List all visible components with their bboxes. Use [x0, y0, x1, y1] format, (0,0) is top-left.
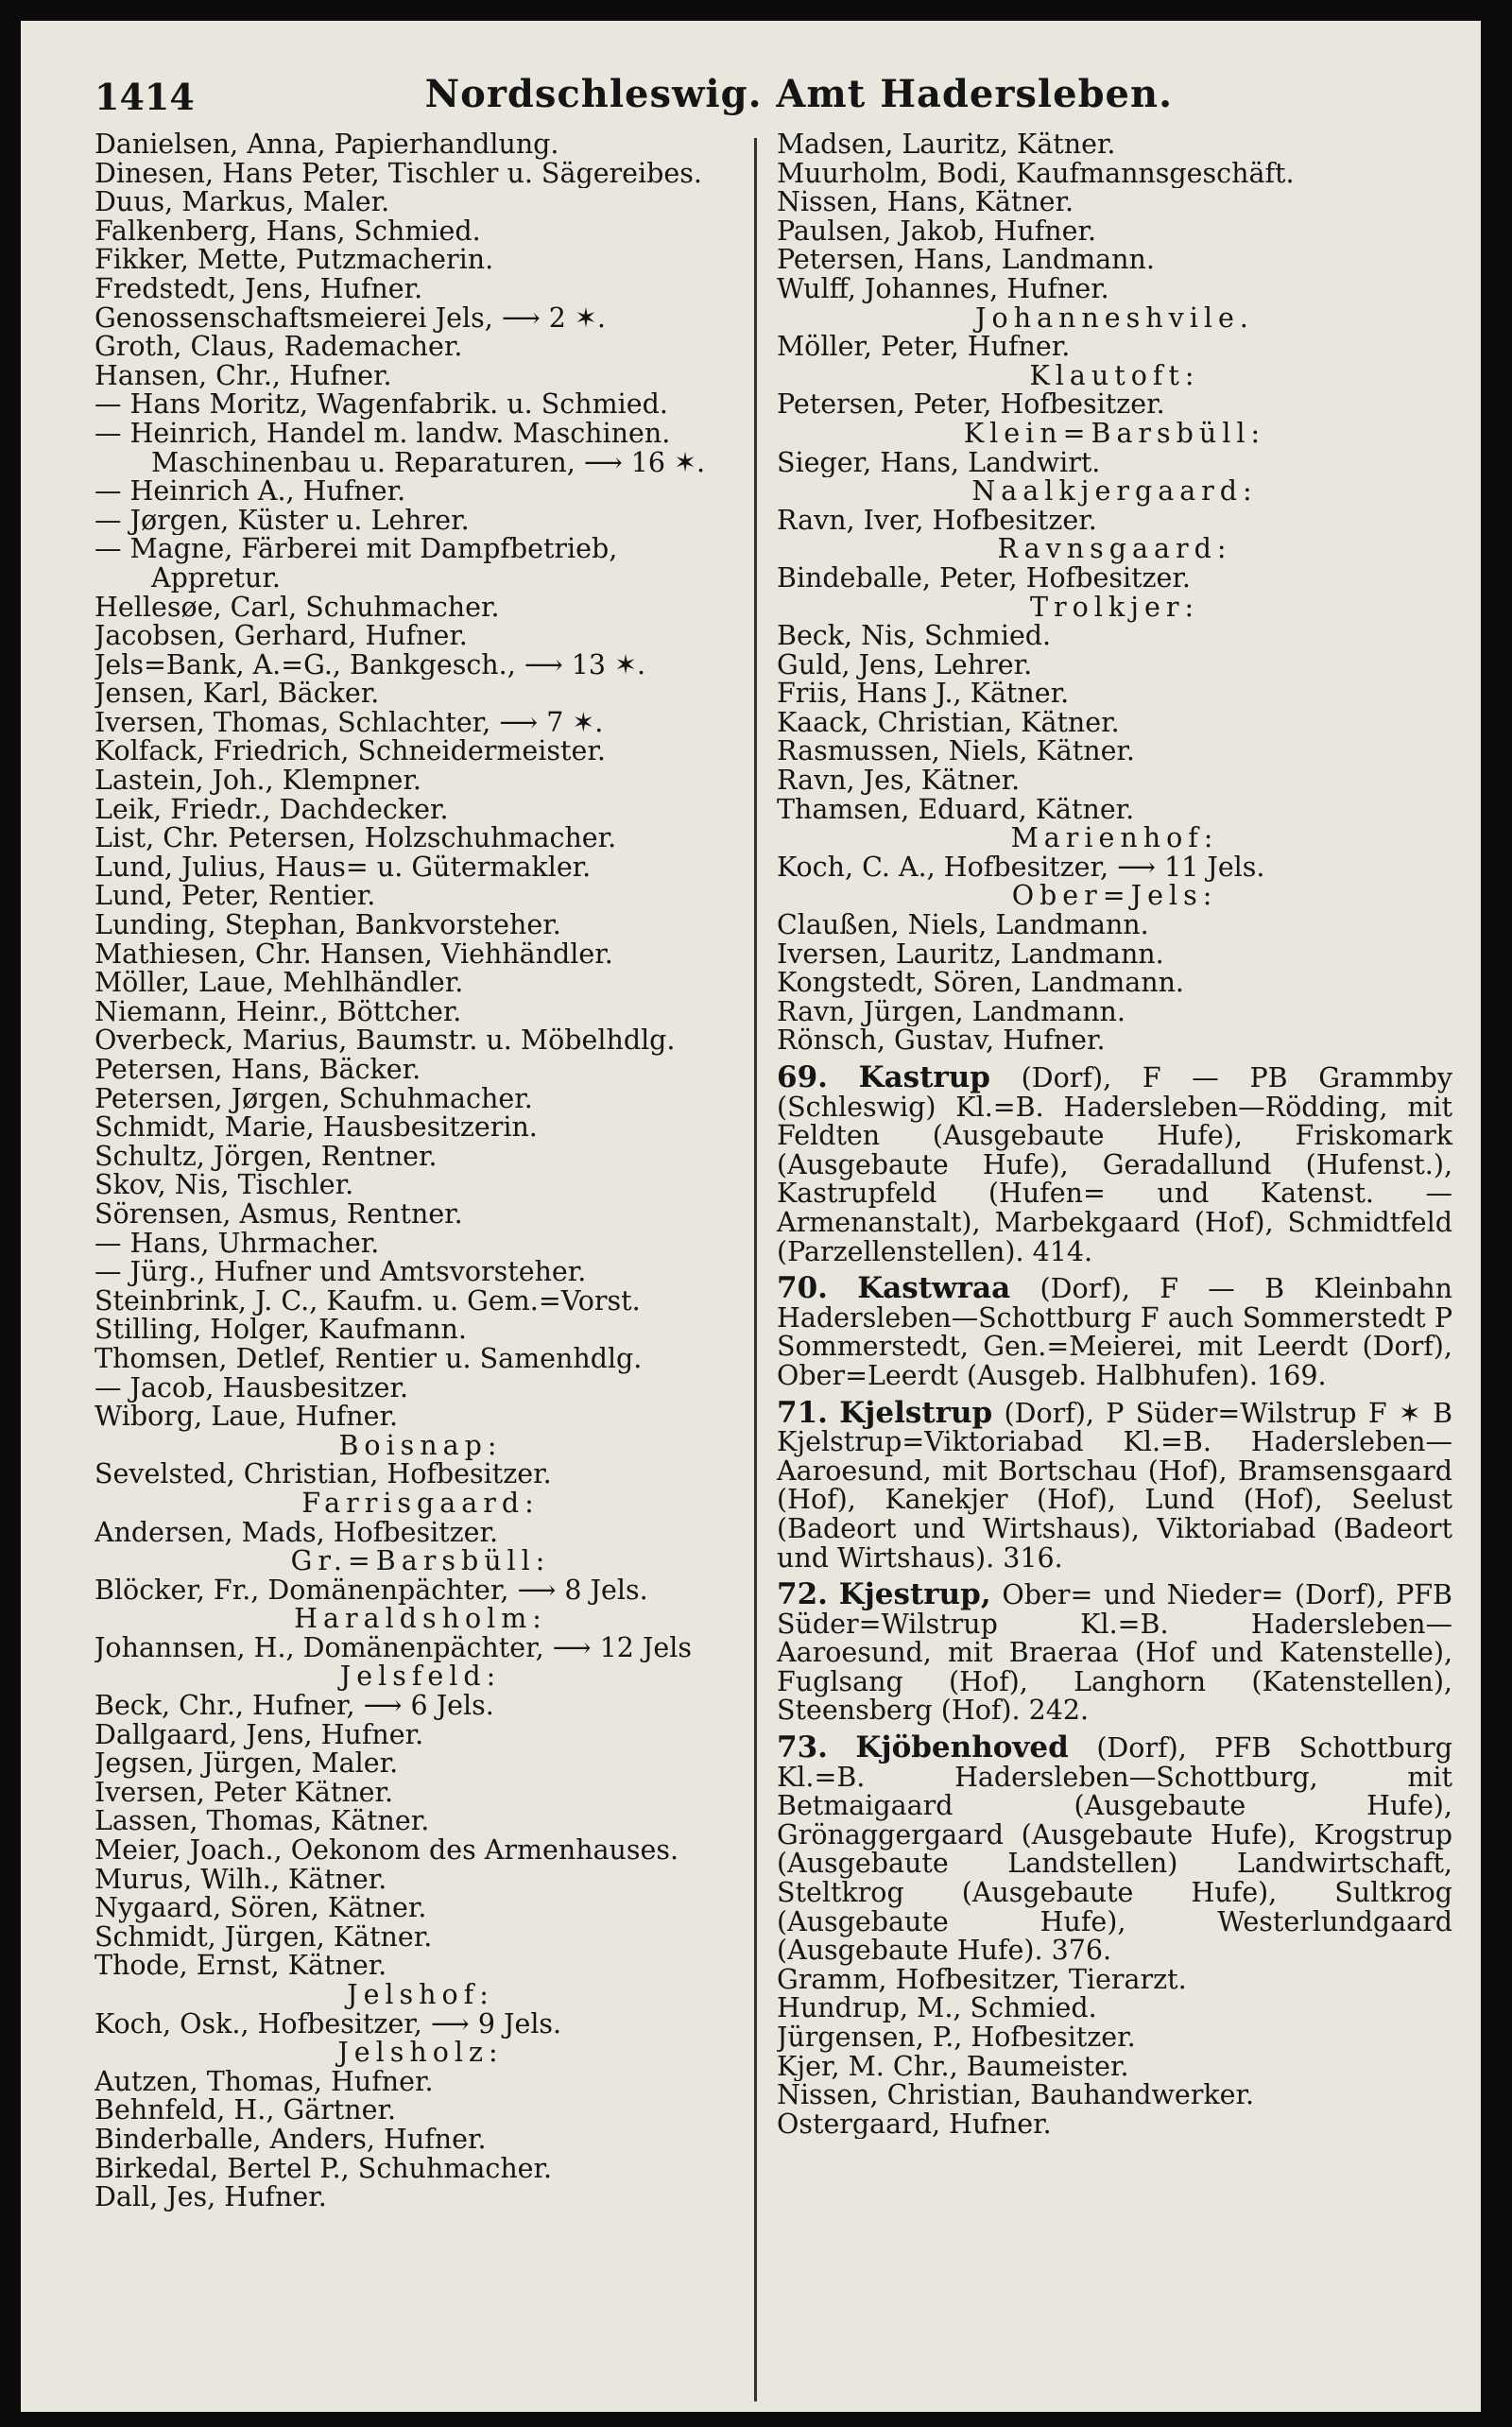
locality-heading: Klein=Barsbüll: [963, 417, 1266, 449]
municipality-description: Ober= und Nieder= (Dorf), PFB Süder=Wilstrup Kl.=B. Hadersleben—Aaroesund, mit Braeraa (Hof und Katenstelle), Fuglsang (Hof), Langhorn (Katenstellen), Steensberg (Hof). 242. [777, 1579, 1452, 1727]
resident-entry: Overbeck, Marius, Baumstr. u. Möbelhdlg. [94, 1026, 676, 1056]
resident-entry: Groth, Claus, Rademacher. [94, 333, 463, 362]
municipality-entry [777, 1060, 1453, 1267]
resident-entry: Beck, Chr., Hufner, ⟶ 6 Jels. [94, 1692, 494, 1721]
resident-entry: Schultz, Jörgen, Rentner. [94, 1142, 438, 1172]
resident-entry: Thamsen, Eduard, Kätner. [777, 795, 1135, 825]
resident-entry: Madsen, Lauritz, Kätner. [777, 130, 1116, 160]
resident-entry: Danielsen, Anna, Papierhandlung. [94, 130, 559, 160]
resident-entry: Wiborg, Laue, Hufner. [94, 1403, 399, 1432]
resident-entry: Dall, Jes, Hufner. [94, 2183, 327, 2212]
resident-entry: Ravn, Jes, Kätner. [777, 766, 1021, 796]
resident-entry: Appretur. [151, 563, 281, 594]
resident-entry: Guld, Jens, Lehrer. [777, 650, 1033, 680]
resident-entry: Koch, C. A., Hofbesitzer, ⟶ 11 Jels. [777, 852, 1265, 883]
resident-entry: Leik, Friedr., Dachdecker. [94, 795, 449, 825]
column-divider [754, 138, 757, 2401]
resident-entry: Rönsch, Gustav, Hufner. [777, 1026, 1106, 1056]
locality-heading: Klautoft: [1029, 359, 1200, 391]
directory-page [21, 21, 1481, 2412]
resident-entry: Friis, Hans J., Kätner. [777, 680, 1070, 709]
resident-entry: Ravn, Iver, Hofbesitzer. [777, 506, 1097, 536]
locality-heading: Jelsholz: [337, 2037, 504, 2069]
page-header [94, 60, 1447, 127]
resident-entry: Beck, Nis, Schmied. [777, 622, 1052, 651]
resident-entry: Jacobsen, Gerhard, Hufner. [94, 622, 468, 651]
municipality-description: (Dorf), F — PB Grammby (Schleswig) Kl.=B. Hadersleben—Rödding, mit Feldten (Ausgebaute Hufe), Friskomark (Ausgebaute Hufe), Geradallund (Hufenst.), Kastrupfeld (Hufen= und Katenst. — Armenanstalt), Marbekgaard (Hof), Schmidtfeld (Parzellenstellen). 414. [777, 1062, 1453, 1267]
resident-entry: Lund, Julius, Haus= u. Gütermakler. [94, 852, 592, 883]
resident-entry: Jensen, Karl, Bäcker. [94, 680, 380, 709]
resident-entry: Lunding, Stephan, Bankvorsteher. [94, 911, 561, 940]
resident-entry: Skov, Nis, Tischler. [94, 1171, 354, 1200]
right-column [777, 130, 1452, 2393]
resident-entry: Jürgensen, P., Hofbesitzer. [777, 2023, 1136, 2053]
resident-entry: Blöcker, Fr., Domänenpächter, ⟶ 8 Jels. [94, 1575, 648, 1606]
resident-entry: Dallgaard, Jens, Hufner. [94, 1720, 424, 1750]
resident-entry: Wulff, Johannes, Hufner. [777, 274, 1109, 304]
locality-heading: Boisnap: [338, 1429, 503, 1461]
resident-entry: Fikker, Mette, Putzmacherin. [94, 246, 494, 275]
resident-entry: Mathiesen, Chr. Hansen, Viehhändler. [94, 939, 613, 970]
locality-heading: Ober=Jels: [1011, 880, 1218, 912]
resident-entry: Thomsen, Detlef, Rentier u. Samenhdlg. [94, 1344, 643, 1374]
resident-entry: Hansen, Chr., Hufner. [94, 361, 392, 391]
resident-entry: Kjer, M. Chr., Baumeister. [777, 2052, 1129, 2082]
resident-entry: Ostergaard, Hufner. [777, 2109, 1052, 2140]
entry-number: 69. [777, 1060, 828, 1094]
municipality-entry [777, 1577, 1452, 1727]
locality-heading: Haraldsholm: [294, 1603, 547, 1635]
municipality-description: (Dorf), P Süder=Wilstrup F ✶ B Kjelstrup=Viktoriabad Kl.=B. Hadersleben—Aaroesund, mit Bortschau (Hof), Bramsensgaard (Hof), Kanekjer (Hof), Lund (Hof), Seelust (Badeort und Wirtshaus), Viktoriabad (Badeort und Wirtshaus). 316. [777, 1397, 1453, 1574]
resident-entry: Behnfeld, H., Gärtner. [94, 2096, 397, 2126]
resident-entry: — Magne, Färberei mit Dampfbetrieb, [94, 535, 618, 564]
resident-entry: Nygaard, Sören, Kätner. [94, 1894, 427, 1923]
resident-entry: Johannsen, H., Domänenpächter, ⟶ 12 Jels [94, 1633, 692, 1663]
resident-entry: Iversen, Lauritz, Landmann. [777, 939, 1164, 970]
resident-entry: Murus, Wilh., Kätner. [94, 1865, 387, 1895]
resident-entry: Gramm, Hofbesitzer, Tierarzt. [777, 1965, 1187, 1995]
resident-entry: Sieger, Hans, Landwirt. [777, 448, 1101, 478]
locality-heading: Farrisgaard: [301, 1487, 540, 1519]
resident-entry: Lastein, Joh., Klempner. [94, 766, 421, 796]
resident-entry: Autzen, Thomas, Hufner. [94, 2067, 434, 2097]
municipality-entry [777, 1730, 1453, 1967]
resident-entry: Jels=Bank, A.=G., Bankgesch., ⟶ 13 ✶. [94, 650, 646, 680]
resident-entry: Meier, Joach., Oekonom des Armenhauses. [94, 1836, 679, 1866]
municipality-description: (Dorf), PFB Schottburg Kl.=B. Hadersleben—Schottburg, mit Betmaigaard (Ausgebaute Hufe), Grönaggergaard (Ausgebaute Hufe), Krogstrup (Ausgebaute Landstellen) Landwirtschaft, Steltkrog (Ausgebaute Hufe), Sultkrog (Ausgebaute Hufe), Westerlundgaard (Ausgebaute Hufe). 376. [777, 1732, 1453, 1967]
entry-number: 70. [777, 1271, 828, 1306]
resident-entry: — Hans, Uhrmacher. [94, 1229, 380, 1259]
resident-entry: Thode, Ernst, Kätner. [94, 1952, 387, 1981]
resident-entry: Iversen, Peter Kätner. [94, 1778, 394, 1808]
resident-entry: Lassen, Thomas, Kätner. [94, 1807, 430, 1837]
municipality-name: Kjelstrup [839, 1395, 993, 1430]
resident-entry: Schmidt, Marie, Hausbesitzerin. [94, 1113, 538, 1143]
resident-entry: Duus, Markus, Maler. [94, 188, 390, 217]
resident-entry: Petersen, Hans, Landmann. [777, 246, 1155, 275]
resident-entry: Andersen, Mads, Hofbesitzer. [94, 1518, 499, 1548]
resident-entry: — Jørgen, Küster u. Lehrer. [94, 506, 470, 536]
resident-entry: Ravn, Jürgen, Landmann. [777, 997, 1125, 1027]
locality-heading: Marienhof: [1010, 822, 1219, 854]
resident-entry: Kolfack, Friedrich, Schneidermeister. [94, 737, 606, 767]
resident-entry: Iversen, Thomas, Schlachter, ⟶ 7 ✶. [94, 708, 604, 738]
resident-entry: Niemann, Heinr., Böttcher. [94, 997, 462, 1027]
resident-entry: Petersen, Jørgen, Schuhmacher. [94, 1084, 533, 1114]
locality-heading: Gr.=Barsbüll: [290, 1545, 551, 1577]
municipality-name: Kjöbenhoved [855, 1730, 1069, 1765]
resident-entry: Stilling, Holger, Kaufmann. [94, 1316, 467, 1345]
resident-entry: Koch, Osk., Hofbesitzer, ⟶ 9 Jels. [94, 2009, 562, 2040]
resident-entry: Fredstedt, Jens, Hufner. [94, 274, 423, 304]
resident-entry: Nissen, Christian, Bauhandwerker. [777, 2081, 1255, 2110]
resident-entry: Paulsen, Jakob, Hufner. [777, 216, 1097, 247]
resident-entry: Kaack, Christian, Kätner. [777, 708, 1120, 738]
resident-entry: Dinesen, Hans Peter, Tischler u. Sägereibes. [94, 159, 702, 189]
resident-entry: Bindeballe, Peter, Hofbesitzer. [777, 563, 1191, 594]
entry-number: 72. [777, 1577, 828, 1612]
municipality-name: Kastwraa [857, 1271, 1011, 1306]
resident-entry: — Jürg., Hufner und Amtsvorsteher. [94, 1258, 587, 1287]
resident-entry: Möller, Peter, Hufner. [777, 333, 1071, 362]
resident-entry: Birkedal, Bertel P., Schuhmacher. [94, 2154, 553, 2184]
locality-heading: Trolkjer: [1029, 591, 1200, 623]
entry-number: 73. [777, 1730, 828, 1765]
resident-entry: Steinbrink, J. C., Kaufm. u. Gem.=Vorst. [94, 1286, 641, 1317]
resident-entry: List, Chr. Petersen, Holzschuhmacher. [94, 824, 617, 853]
locality-heading: Johanneshvile. [975, 301, 1254, 334]
locality-heading: Jelsfeld: [339, 1661, 502, 1693]
municipality-description: (Dorf), F — B Kleinbahn Hadersleben—Schottburg F auch Sommerstedt P Sommerstedt, Gen.=Meierei, mit Leerdt (Dorf), Ober=Leerdt (Ausgeb. Halbhufen). 169. [777, 1273, 1452, 1391]
resident-entry: — Jacob, Hausbesitzer. [94, 1373, 409, 1403]
resident-entry: Hundrup, M., Schmied. [777, 1994, 1097, 2023]
resident-entry: Muurholm, Bodi, Kaufmannsgeschäft. [777, 159, 1295, 189]
resident-entry: Kongstedt, Sören, Landmann. [777, 969, 1184, 998]
resident-entry: Petersen, Hans, Bäcker. [94, 1056, 421, 1085]
left-column [94, 130, 747, 2393]
resident-entry: Genossenschaftsmeierei Jels, ⟶ 2 ✶. [94, 303, 606, 334]
resident-entry: — Heinrich A., Hufner. [94, 477, 406, 507]
resident-entry: Lund, Peter, Rentier. [94, 882, 376, 912]
municipality-entry [777, 1271, 1452, 1391]
resident-entry: Möller, Laue, Mehlhändler. [94, 969, 464, 998]
resident-entry: — Hans Moritz, Wagenfabrik. u. Schmied. [94, 390, 668, 420]
resident-entry: — Heinrich, Handel m. landw. Maschinen. [94, 419, 671, 449]
municipality-name: Kjestrup, [838, 1577, 991, 1612]
locality-heading: Ravnsgaard: [997, 533, 1232, 565]
resident-entry: Sörensen, Asmus, Rentner. [94, 1199, 463, 1230]
resident-entry: Hellesøe, Carl, Schuhmacher. [94, 593, 500, 623]
resident-entry: Petersen, Peter, Hofbesitzer. [777, 390, 1165, 420]
resident-entry: Binderballe, Anders, Hufner. [94, 2125, 487, 2155]
resident-entry: Falkenberg, Hans, Schmied. [94, 216, 481, 247]
resident-entry: Jegsen, Jürgen, Maler. [94, 1749, 399, 1779]
locality-heading: Naalkjergaard: [971, 475, 1258, 508]
entry-number: 71. [777, 1395, 828, 1430]
running-title: Nordschleswig. Amt Hadersleben. [424, 72, 1173, 116]
page-number: 1414 [94, 76, 195, 118]
locality-heading: Jelshof: [347, 1979, 494, 2010]
resident-entry: Nissen, Hans, Kätner. [777, 188, 1074, 217]
resident-entry: Rasmussen, Niels, Kätner. [777, 737, 1135, 767]
resident-entry: Schmidt, Jürgen, Kätner. [94, 1922, 433, 1953]
resident-entry: Claußen, Niels, Landmann. [777, 911, 1149, 940]
resident-entry: Maschinenbau u. Reparaturen, ⟶ 16 ✶. [151, 448, 706, 478]
resident-entry: Sevelsted, Christian, Hofbesitzer. [94, 1460, 552, 1489]
municipality-name: Kastrup [858, 1060, 990, 1094]
municipality-entry [777, 1395, 1453, 1574]
